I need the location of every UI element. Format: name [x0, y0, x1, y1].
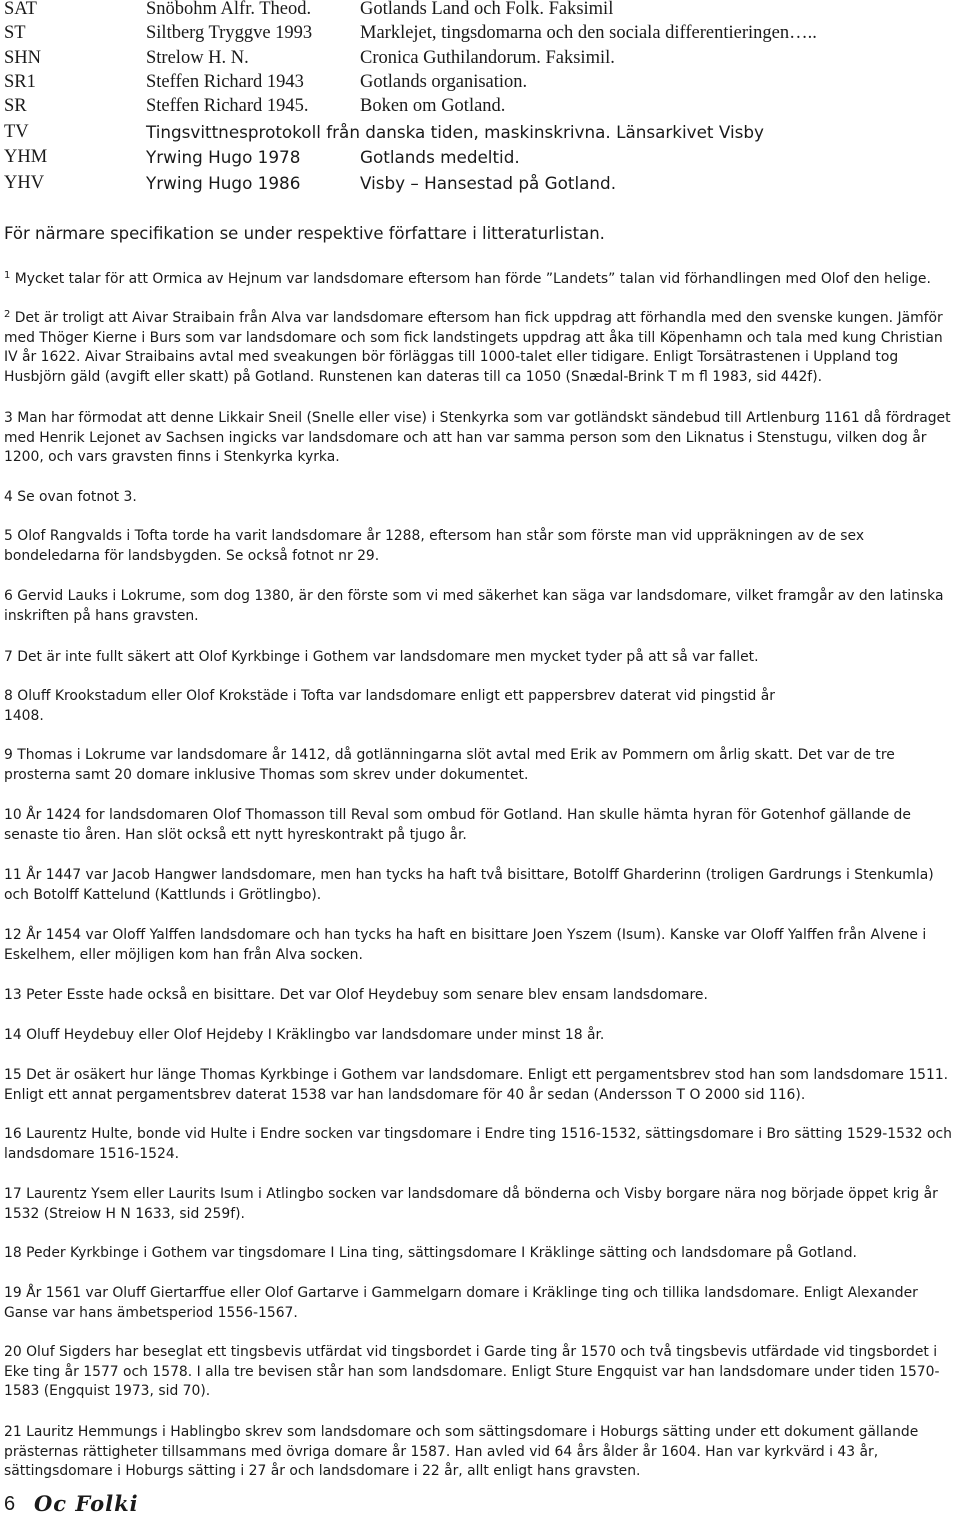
- footnote-text: Laurentz Ysem eller Laurits Isum i Atlingbo socken var landsdomare då bönderna och Visby borgare nära nog började öppet krig år 1532 (Streiow H N 1633, sid 259f).: [4, 1186, 938, 1222]
- abbreviation-author: Snöbohm Alfr. Theod.: [146, 0, 312, 19]
- footnote-number: 7: [4, 649, 13, 665]
- abbreviation-title: Gotlands organisation.: [360, 72, 528, 92]
- footnote: [4, 806, 956, 845]
- abbreviation-title: Cronica Guthilandorum. Faksimil.: [360, 48, 615, 68]
- footnote-number: 10: [4, 807, 22, 823]
- footnote-text: År 1561 var Oluff Giertarffue eller Olof Gartarve i Gammelgarn domare i Kräklinge ting och tillika landsdomare. Enligt Alexander Ganse var hans ämbetsperiod 1556-1567.: [4, 1285, 918, 1321]
- footnote: [4, 488, 956, 508]
- footnote-text: Gervid Lauks i Lokrume, som dog 1380, är den förste som vi med säkerhet kan säga var landsdomare, vilket framgår av den latinska inskriften på hans gravsten.: [4, 588, 944, 624]
- abbreviation-code: SR1: [4, 72, 36, 92]
- footnote: [4, 587, 956, 626]
- footnote: [4, 527, 956, 566]
- abbreviation-title: Visby – Hansestad på Gotland.: [360, 173, 617, 193]
- footnote: [4, 1066, 956, 1105]
- footnote-number: 11: [4, 867, 22, 883]
- footnote-text: Det är troligt att Aivar Straibain från Alva var landsdomare eftersom han fick uppdrag att förhandla med den svenske kungen. Jämför med Thöger Kierne i Burs som var landsdomare och som fick landstingets uppdrag att åka till Köpenhamn och tala med kung Christian IV år 1622. Aivar Straibains avtal med sveakungen bör förläggas till 1000-talet eller tidigare. Enligt Torsätrastenen i Uppland tog Husbjörn gäld (avgift eller skatt) på Gotland. Runstenen kan dateras till ca 1050 (Snædal-Brink T m fl 1983, sid 442f).: [4, 310, 943, 385]
- footnote: [4, 1284, 956, 1323]
- footnote-number: 13: [4, 987, 22, 1003]
- footnote-text: Oluff Heydebuy eller Olof Hejdeby I Kräklingbo var landsdomare under minst 18 år.: [26, 1027, 605, 1043]
- footnote: [4, 1125, 956, 1164]
- footnote: [4, 986, 956, 1006]
- footnote: [4, 266, 956, 290]
- footnote: [4, 305, 956, 387]
- footnote-number: 20: [4, 1344, 22, 1360]
- footnote-text: Mycket talar för att Ormica av Hejnum var landsdomare eftersom han förde ”Landets” talan vid förhandlingen med Olof den helige.: [14, 271, 931, 287]
- footnote-number: 5: [4, 528, 13, 544]
- footnote-number: 12: [4, 927, 22, 943]
- footnote: [4, 746, 956, 785]
- footnote-text: Peder Kyrkbinge i Gothem var tingsdomare I Lina ting, sättingsdomare I Kräklinge sätting och landsdomare på Gotland.: [26, 1245, 857, 1261]
- footnote-text: År 1424 for landsdomaren Olof Thomasson till Reval som ombud för Gotland. Han skulle hämta hyran för Gotenhof gällande de senaste tio åren. Han slöt också ett nytt hyreskontrakt på tjugo år.: [4, 807, 911, 843]
- abbreviation-author: Yrwing Hugo 1986: [146, 173, 301, 193]
- footnote-number: 3: [4, 410, 13, 426]
- abbreviation-author: Yrwing Hugo 1978: [146, 147, 301, 167]
- footnote-number: 18: [4, 1245, 22, 1261]
- footnote-number: 6: [4, 588, 13, 604]
- footnote-text: Lauritz Hemmungs i Hablingbo skrev som landsdomare och som sättingsdomare i Hoburgs sätting under ett dokument gällande prästernas rättigheter tillsammans med övriga domare år 1587. Han avled vid 64 års ålder år 1604. Han var kyrkvärd i 43 år, sättingsdomare i Hoburgs sätting i 27 år och landsdomare i 22 år, allt enligt hans gravsten.: [4, 1424, 919, 1479]
- abbreviation-title: Marklejet, tingsdomarna och den sociala differentieringen…..: [360, 23, 817, 43]
- footnote-text: År 1454 var Oloff Yalffen landsdomare och han tycks ha haft en bisittare Joen Yszem (Isum). Kanske var Oloff Yalffen från Alvene i Eskelhem, eller möjligen kom han från Alva socken.: [4, 927, 927, 963]
- page-number: 6: [4, 1493, 16, 1515]
- footnote: [4, 1244, 956, 1264]
- abbreviation-author: Strelow H. N.: [146, 48, 249, 68]
- footnote-number: 2: [4, 309, 11, 320]
- footnote: [4, 926, 956, 965]
- abbreviation-title: Tingsvittnesprotokoll från danska tiden, maskinskrivna. Länsarkivet Visby: [146, 122, 764, 142]
- specification-note: För närmare specifikation se under respektive författare i litteraturlistan.: [4, 224, 605, 243]
- footnote-text: Oluf Sigders har beseglat ett tingsbevis utfärdat vid tingsbordet i Garde ting år 1570 och två tingsbevis utfärdade vid tingsbordet i Eke ting år 1577 och 1578. I alla tre bevisen står han som landsdomare. Enligt Sture Engquist var han landsdomare under tiden 1570-1583 (Engquist 1973, sid 70).: [4, 1344, 940, 1399]
- abbreviation-title: Gotlands Land och Folk. Faksimil: [360, 0, 614, 19]
- abbreviation-author: Siltberg Tryggve 1993: [146, 23, 313, 43]
- abbreviation-code: YHV: [4, 173, 45, 193]
- footnote-text: Oluff Krookstadum eller Olof Krokstäde i Tofta var landsdomare enligt ett pappersbrev daterat vid pingstid år 1408.: [4, 688, 775, 724]
- footnote-number: 4: [4, 489, 13, 505]
- footnote-text: Man har förmodat att denne Likkair Sneil (Snelle eller vise) i Stenkyrka som var gotländskt sändebud till Artlenburg 1161 då fördraget med Henrik Lejonet av Sachsen ingicks var landsdomare och att han var samma person som den Liknatus i Stenstugu, vilken dog år 1200, och vars gravsten finns i Stenkyrka kyrka.: [4, 410, 951, 465]
- abbreviation-code: SR: [4, 96, 27, 116]
- footnote-number: 14: [4, 1027, 22, 1043]
- footnote-text: Laurentz Hulte, bonde vid Hulte i Endre socken var tingsdomare i Endre ting 1516-1532, sättingsdomare i Bro sätting 1529-1532 och landsdomare 1516-1524.: [4, 1126, 952, 1162]
- footnote: [4, 409, 956, 468]
- footnote: [4, 1343, 956, 1402]
- footnote-text: Det är inte fullt säkert att Olof Kyrkbinge i Gothem var landsdomare men mycket tyder på att så var fallet.: [17, 649, 759, 665]
- abbreviation-code: SHN: [4, 48, 42, 68]
- abbreviation-code: ST: [4, 23, 26, 43]
- footnote-number: 21: [4, 1424, 22, 1440]
- footnote-number: 8: [4, 688, 13, 704]
- abbreviation-author: Steffen Richard 1943: [146, 72, 304, 92]
- footnote-text: Se ovan fotnot 3.: [17, 489, 137, 505]
- abbreviation-code: TV: [4, 122, 29, 142]
- footnote-number: 15: [4, 1067, 22, 1083]
- abbreviation-title: Gotlands medeltid.: [360, 147, 520, 167]
- publication-logo: Oc Folki: [34, 1491, 139, 1516]
- footnote-text: År 1447 var Jacob Hangwer landsdomare, men han tycks ha haft två bisittare, Botolff Gharderinn (troligen Gardrungs i Stenkumla) och Botolff Kattelund (Kattlunds i Grötlingbo).: [4, 867, 934, 903]
- footnote-text: Olof Rangvalds i Tofta torde ha varit landsdomare år 1288, eftersom han står som förste man vid uppräkningen av de sex bondeledarna för landsbygden. Se också fotnot nr 29.: [4, 528, 865, 564]
- footnote-number: 17: [4, 1186, 22, 1202]
- abbreviation-title: Boken om Gotland.: [360, 96, 506, 116]
- footnote: [4, 687, 804, 726]
- abbreviation-code: SAT: [4, 0, 37, 19]
- abbreviation-author: Steffen Richard 1945.: [146, 96, 309, 116]
- footnote: [4, 1026, 956, 1046]
- footnote: [4, 866, 956, 905]
- footnote: [4, 1185, 956, 1224]
- footnote-number: 19: [4, 1285, 22, 1301]
- footnote: [4, 1423, 956, 1482]
- abbreviation-code: YHM: [4, 147, 48, 167]
- footnote-text: Peter Esste hade också en bisittare. Det var Olof Heydebuy som senare blev ensam landsdomare.: [26, 987, 708, 1003]
- footnote-number: 9: [4, 747, 13, 763]
- footnote: [4, 648, 956, 668]
- footnote-number: 16: [4, 1126, 22, 1142]
- footnote-text: Det är osäkert hur länge Thomas Kyrkbinge i Gothem var landsdomare. Enligt ett pergamentsbrev stod han som landsdomare 1511. Enligt ett annat pergamentsbrev daterat 1538 var han landsdomare för 40 år sedan (Andersson T O 2000 sid 116).: [4, 1067, 949, 1103]
- footnote-number: 1: [4, 270, 11, 281]
- footnote-text: Thomas i Lokrume var landsdomare år 1412, då gotlänningarna slöt avtal med Erik av Pommern om årlig skatt. Det var de tre prosterna samt 20 domare inklusive Thomas som skrev under dokumentet.: [4, 747, 895, 783]
